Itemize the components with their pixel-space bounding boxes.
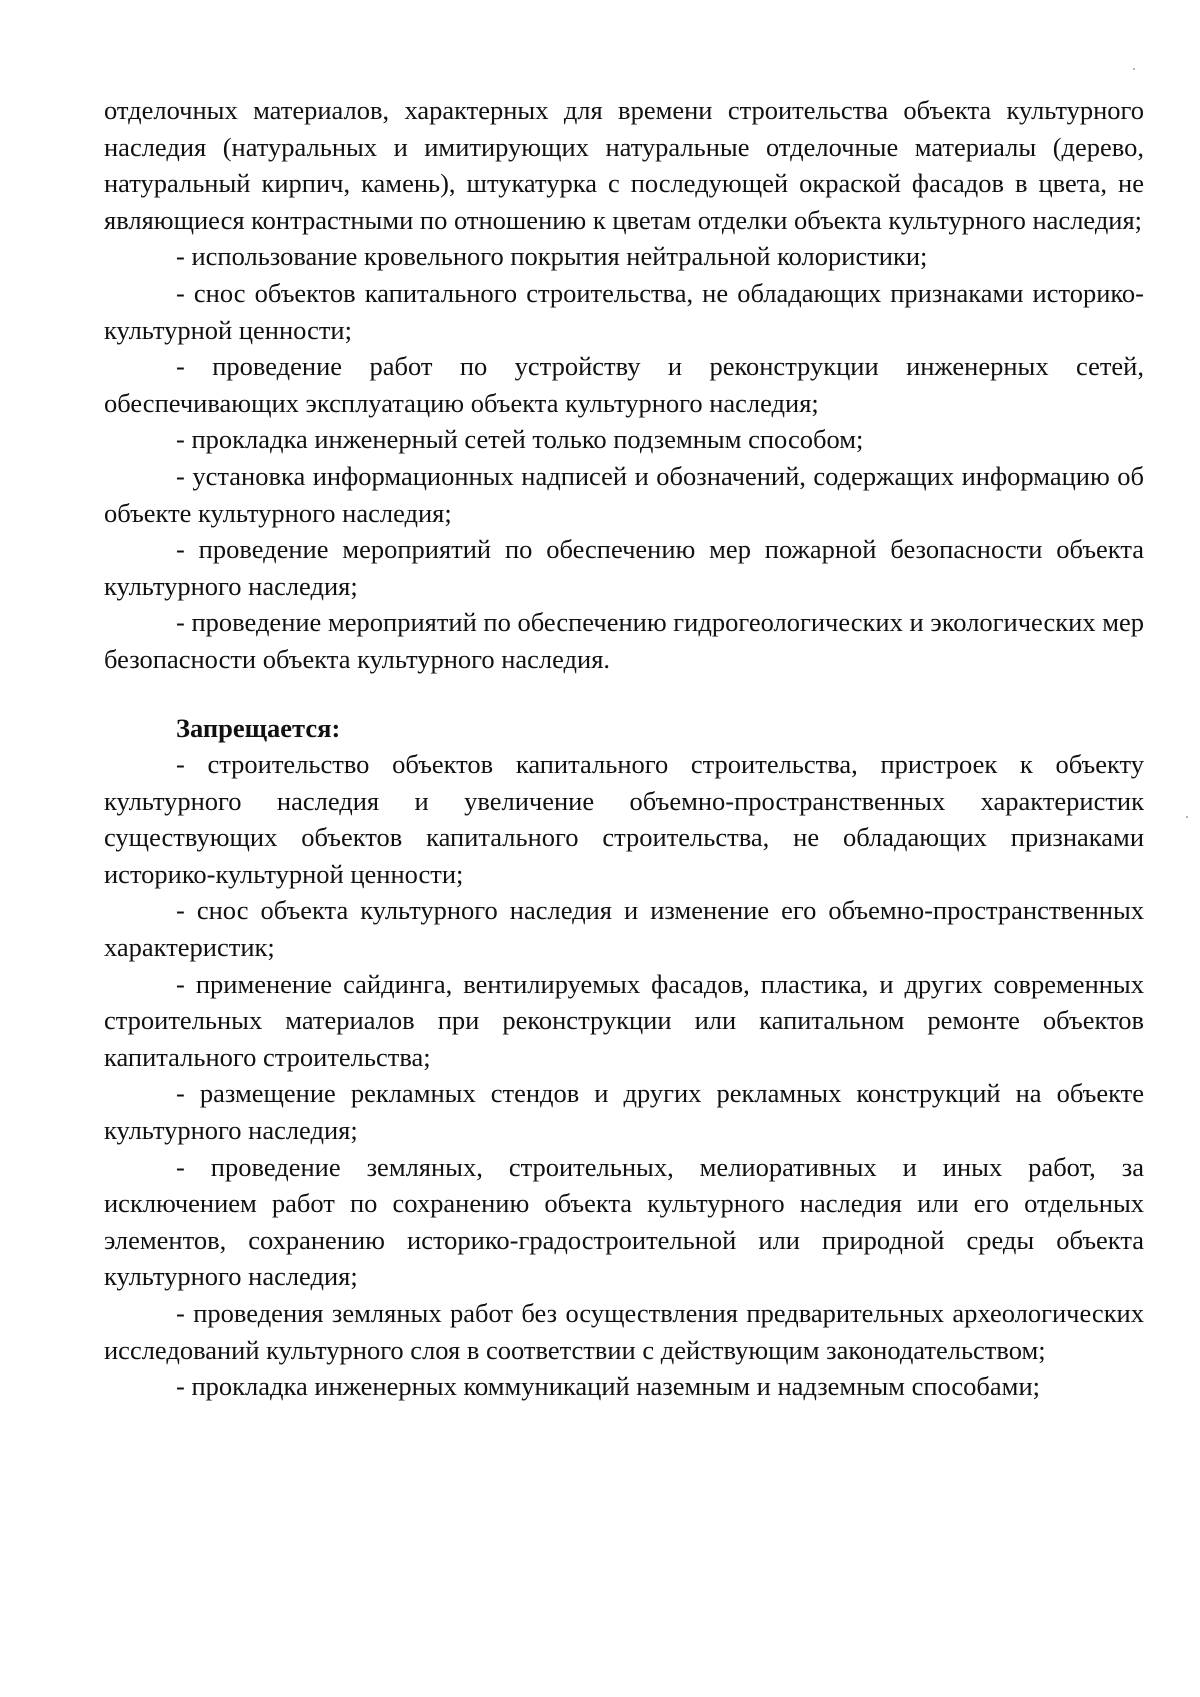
list-item-prohibited: - размещение рекламных стендов и других рекламных конструкций на объекте культурного наследия; [104, 1078, 1144, 1146]
list-item-prohibited: - строительство объектов капитального строительства, пристроек к объекту культурного наследия и увеличение объемно-пространственных характеристик существующих объектов капитального строительства, не обладающих признаками историко-культурной ценности; [104, 749, 1144, 889]
list-item-allowed: - проведение работ по устройству и реконструкции инженерных сетей, обеспечивающих эксплуатацию объекта культурного наследия; [104, 351, 1144, 418]
list-item-allowed: - проведение мероприятий по обеспечению мер пожарной безопасности объекта культурного наследия; [104, 534, 1144, 601]
list-item-prohibited: - снос объекта культурного наследия и изменение его объемно-пространственных характеристик; [104, 895, 1144, 963]
list-item-allowed: - использование кровельного покрытия нейтральной колористики; [176, 241, 928, 272]
list-item-prohibited: - применение сайдинга, вентилируемых фасадов, пластика, и других современных строительных материалов при реконструкции или капитальном ремонте объектов капитального строительства; [104, 968, 1144, 1072]
paragraph-continuation: отделочных материалов, характерных для времени строительства объекта культурного наследия (натуральных и имитирующих натуральные отделочные материалы (дерево, натуральный кирпич, камень), штукатурка с последующей окраской фасадов в цвета, не являющиеся контрастными по отношению к цветам отделки объекта культурного наследия; [104, 95, 1144, 235]
scan-speck [1133, 68, 1135, 70]
list-item-allowed: - снос объектов капитального строительства, не обладающих признаками историко-культурной ценности; [104, 277, 1144, 345]
list-item-prohibited: - прокладка инженерных коммуникаций наземным и надземным способами; [176, 1371, 1040, 1402]
list-item-allowed: - прокладка инженерный сетей только подземным способом; [176, 424, 864, 455]
list-item-allowed: - проведение мероприятий по обеспечению гидрогеологических и экологических мер безопасности объекта культурного наследия. [104, 607, 1144, 674]
section-heading-prohibited: Запрещается: [176, 712, 341, 743]
list-item-prohibited: - проведение земляных, строительных, мелиоративных и иных работ, за исключением работ по сохранению объекта культурного наследия или его отдельных элементов, сохранению историко-градостроительной или природной среды объекта культурного наследия; [104, 1151, 1144, 1292]
scan-speck [1186, 816, 1188, 818]
list-item-allowed: - установка информационных надписей и обозначений, содержащих информацию об объекте культурного наследия; [104, 460, 1144, 528]
list-item-prohibited: - проведения земляных работ без осуществления предварительных археологических исследований культурного слоя в соответствии с действующим законодательством; [104, 1298, 1144, 1365]
section-spacer [104, 678, 1144, 710]
document-body [104, 92, 1144, 1405]
